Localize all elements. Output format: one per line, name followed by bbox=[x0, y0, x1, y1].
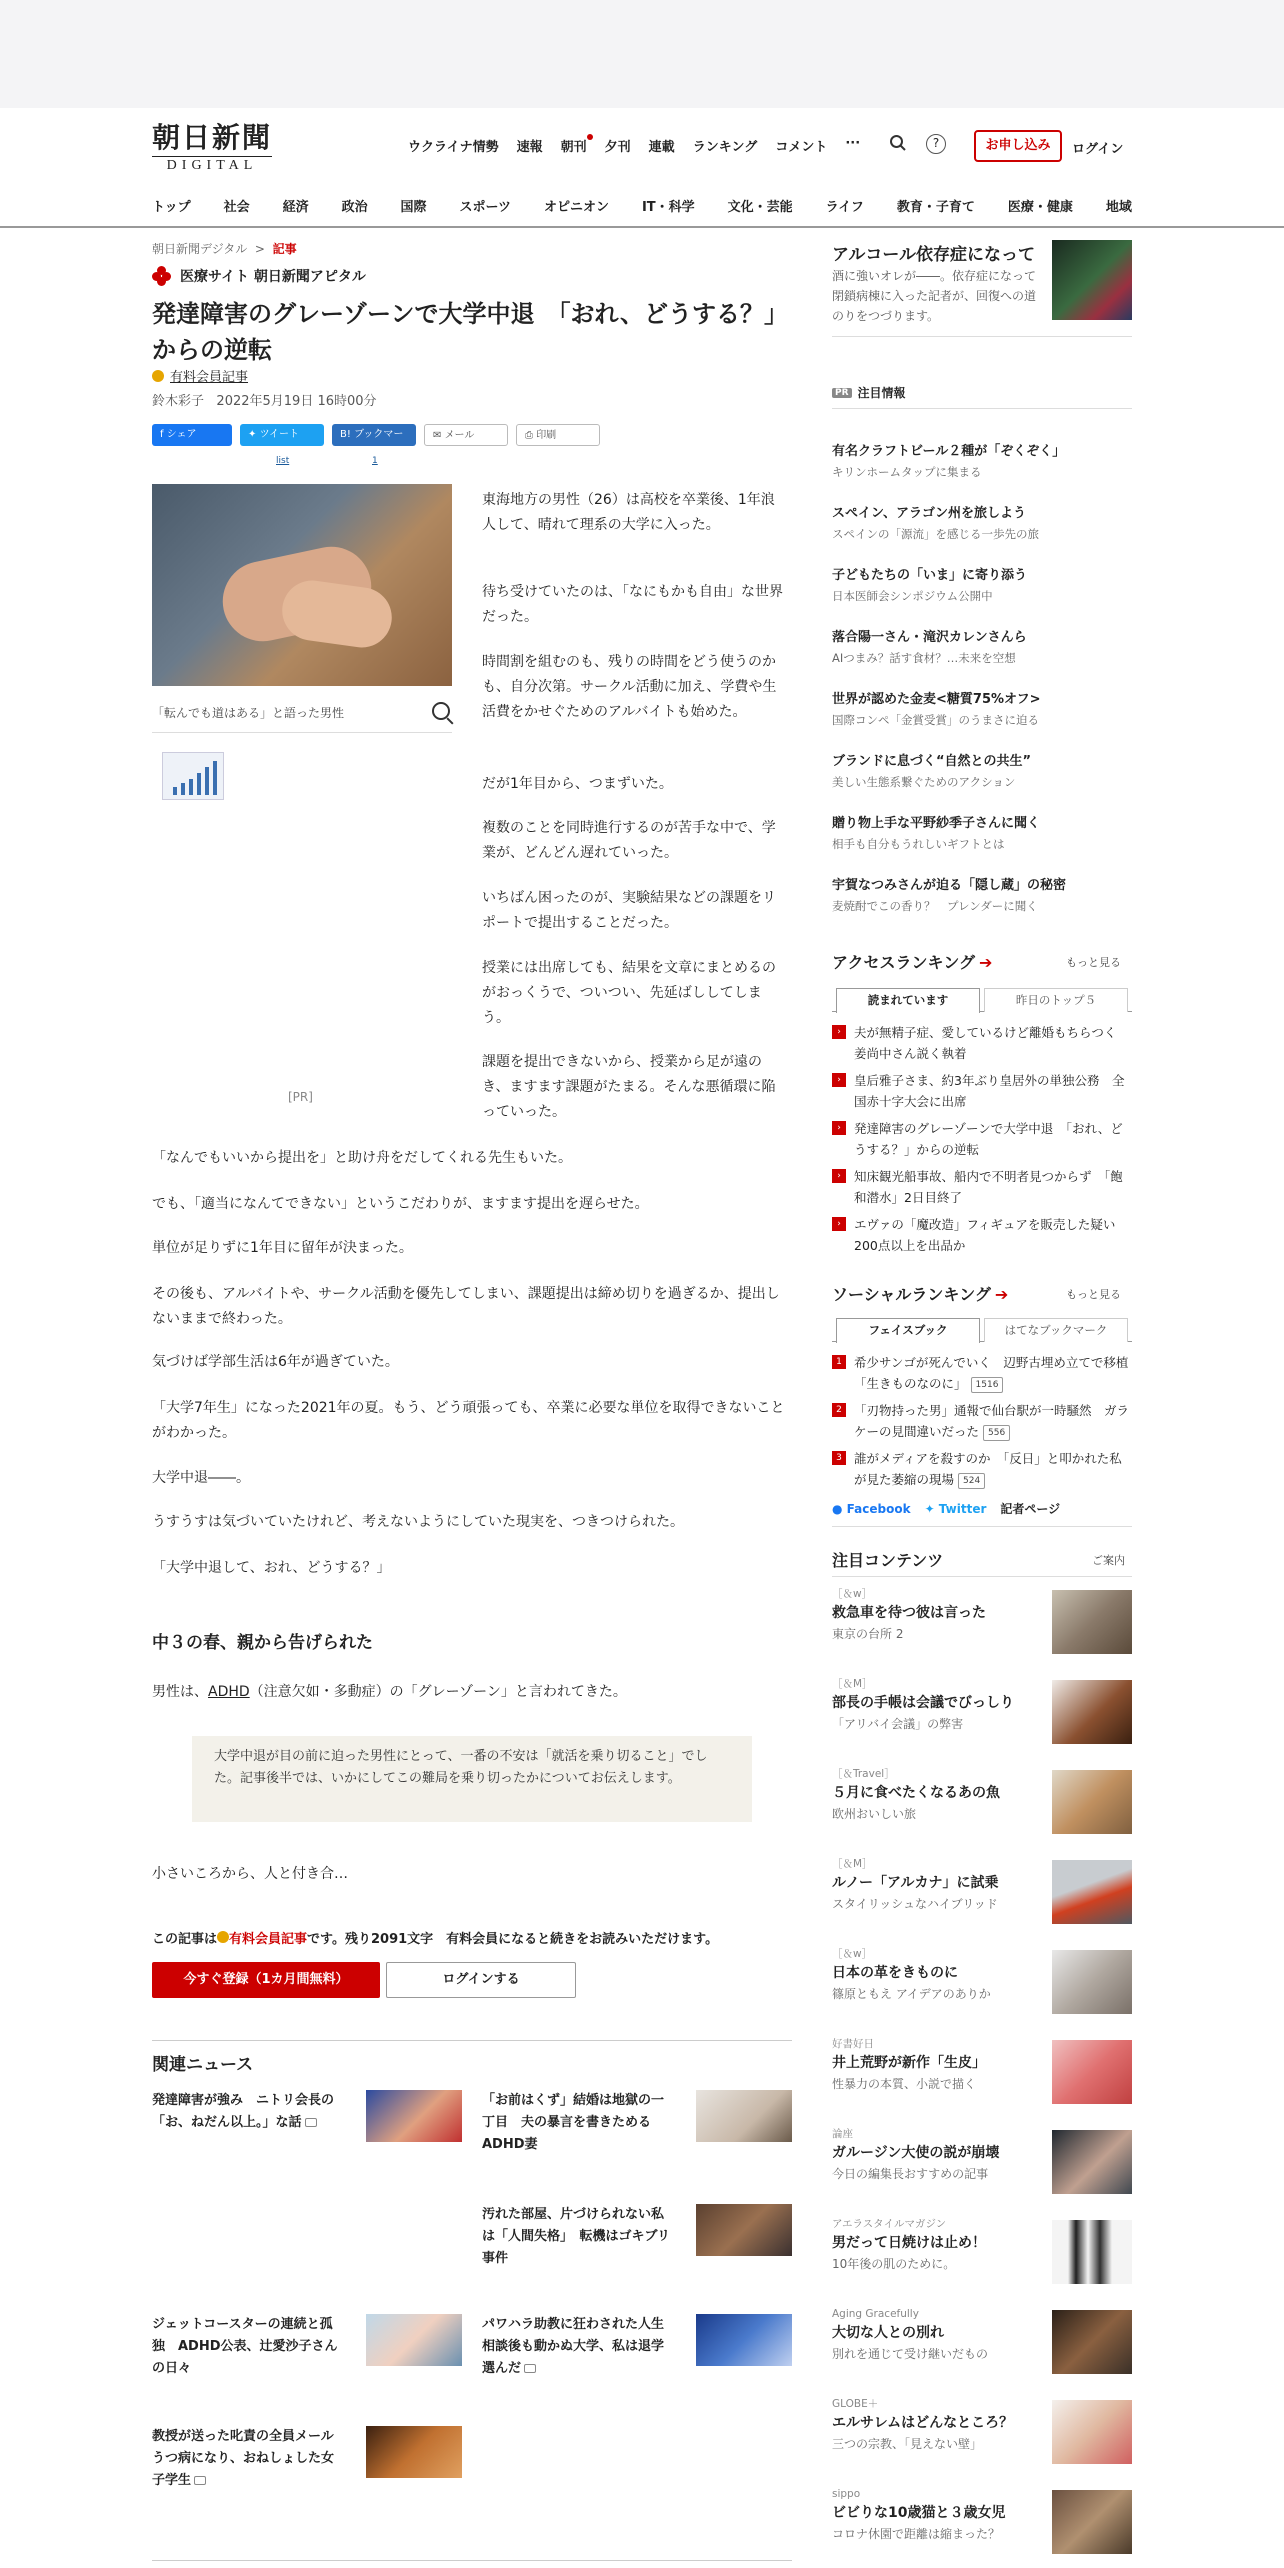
related-thumbnail[interactable] bbox=[696, 2314, 792, 2366]
social-ranking-title[interactable]: ソーシャルランキング ➔ bbox=[832, 1285, 1009, 1304]
teaser-paragraph: 小さいころから、人と付き合… bbox=[152, 1866, 348, 1882]
logo-jp: 朝日新聞 bbox=[152, 121, 273, 154]
related-thumbnail[interactable] bbox=[696, 2204, 792, 2256]
pr-tag: PR bbox=[832, 388, 852, 398]
paragraph: 「大学中退して、おれ、どうする？」 bbox=[152, 1560, 391, 1576]
breadcrumb-current[interactable]: 記事 bbox=[272, 242, 297, 256]
paragraph: 大学中退――。 bbox=[152, 1470, 250, 1486]
tweet-count[interactable]: list bbox=[276, 456, 290, 466]
bookmark-count[interactable]: 1 bbox=[372, 456, 378, 466]
divider bbox=[832, 1526, 1132, 1527]
paragraph: 時間割を組むのも、残りの時間をどう使うのかも、自分次第。サークル活動に加え、学費や生活費をかせぐためのアルバイトも始めた。 bbox=[482, 654, 777, 720]
breadcrumb bbox=[152, 240, 297, 257]
featured-thumbnail bbox=[1052, 1950, 1132, 2014]
member-badge bbox=[152, 366, 248, 385]
tweet-button[interactable]: ✦ ツイート list bbox=[240, 424, 324, 446]
paragraph: だが1年目から、つまずいた。 bbox=[482, 776, 673, 792]
mail-button[interactable]: ✉ メール bbox=[424, 424, 508, 446]
paragraph: 複数のことを同時進行するのが苦手な中で、学業が、どんどん遅れていった。 bbox=[482, 820, 776, 861]
paragraph: その後も、アルバイトや、サークル活動を優先してしまい、課題提出は締め切りを過ぎるか、提出しないままで終わった。 bbox=[152, 1286, 780, 1327]
paragraph: 「なんでもいいから提出を」と助け舟をだしてくれる先生もいた。 bbox=[152, 1150, 572, 1166]
main-nav-item[interactable]: 社会 bbox=[223, 200, 250, 215]
related-thumbnail[interactable] bbox=[366, 2090, 462, 2142]
top-nav bbox=[408, 136, 860, 155]
twitter-link[interactable]: ✦ Twitter bbox=[924, 1501, 987, 1516]
help-icon[interactable]: ? bbox=[926, 134, 946, 154]
main-nav-item[interactable]: 教育・子育て bbox=[896, 200, 975, 215]
featured-thumbnail bbox=[1052, 2490, 1132, 2554]
main-nav-item[interactable]: スポーツ bbox=[459, 200, 512, 215]
featured-thumbnail bbox=[1052, 2400, 1132, 2464]
register-button[interactable]: 今すぐ登録（1カ月間無料） bbox=[152, 1962, 380, 1998]
featured-item[interactable]: 好書好日 井上荒野が新作「生皮」 性暴力の本質、小説で描く bbox=[832, 2036, 1132, 2094]
paragraph: 授業には出席しても、結果を文章にまとめるのがおっくうで、ついつい、先延ばししてしまう。 bbox=[482, 960, 776, 1026]
publish-date: 2022年5月19日 16時00分 bbox=[216, 394, 377, 409]
reporters-link[interactable]: 記者ページ bbox=[1000, 1502, 1061, 1516]
related-thumbnail[interactable] bbox=[366, 2314, 462, 2366]
divider bbox=[152, 732, 452, 733]
share-count: 1516 bbox=[971, 1377, 1004, 1393]
paragraph: 単位が足りずに1年目に留年が決まった。 bbox=[152, 1240, 413, 1256]
featured-thumbnail bbox=[1052, 2040, 1132, 2104]
photo-caption: 「転んでも道はある」と語った男性 bbox=[152, 706, 345, 720]
nav-evening[interactable]: 夕刊 bbox=[604, 140, 631, 155]
photo-thumbnail[interactable] bbox=[162, 752, 224, 800]
pr-heading-label: 注目情報 bbox=[857, 386, 906, 400]
featured-thumbnail bbox=[1052, 2130, 1132, 2194]
pr-item[interactable]: 贈り物上手な平野紗季子さんに聞く 相手も自分もうれしいギフトとは bbox=[832, 816, 1041, 851]
apital-logo-icon bbox=[152, 266, 172, 286]
zoom-icon[interactable] bbox=[432, 702, 450, 720]
social-ranking-more[interactable]: もっと見る bbox=[1066, 1288, 1121, 1301]
featured-thumbnail bbox=[1052, 2220, 1132, 2284]
login-button[interactable]: ログインする bbox=[386, 1962, 576, 1998]
member-label[interactable]: 有料会員記事 bbox=[170, 370, 249, 385]
lock-icon bbox=[217, 1931, 229, 1943]
main-nav-item[interactable]: ライフ bbox=[825, 200, 864, 215]
nav-breaking[interactable]: 速報 bbox=[516, 140, 543, 155]
related-thumbnail[interactable] bbox=[366, 2426, 462, 2478]
featured-thumbnail bbox=[1052, 1680, 1132, 1744]
divider bbox=[832, 1576, 1132, 1577]
nav-ukraine[interactable]: ウクライナ情勢 bbox=[408, 140, 499, 155]
share-bar bbox=[152, 424, 600, 466]
main-nav-item[interactable]: 国際 bbox=[400, 200, 427, 215]
tab-yesterday-top5[interactable]: 昨日のトップ５ bbox=[984, 988, 1128, 1012]
access-ranking-title[interactable]: アクセスランキング ➔ bbox=[832, 953, 993, 972]
more-menu-icon[interactable]: ··· bbox=[845, 136, 861, 151]
chevron-right-icon: > bbox=[251, 242, 269, 256]
comment-icon bbox=[524, 2364, 536, 2373]
featured-thumbnail bbox=[1052, 2310, 1132, 2374]
main-nav-item[interactable]: 地域 bbox=[1105, 200, 1132, 215]
access-ranking-more[interactable]: もっと見る bbox=[1066, 956, 1121, 969]
social-ranking-tabs bbox=[832, 1318, 1132, 1342]
search-icon[interactable] bbox=[888, 134, 908, 154]
pr-item[interactable]: 有名クラフトビール２種が「ぞくぞく」 キリンホームタップに集まる bbox=[832, 444, 1066, 479]
paragraph: うすうすは気づいていたけれど、考えないようにしていた現実を、つきつけられた。 bbox=[152, 1514, 684, 1530]
featured-thumbnail bbox=[1052, 1770, 1132, 1834]
share-count: 556 bbox=[983, 1425, 1010, 1441]
paragraph: 東海地方の男性（26）は高校を卒業後、1年浪人して、晴れて理系の大学に入った。 bbox=[482, 492, 775, 533]
article-photo[interactable] bbox=[152, 484, 452, 686]
paragraph: 男性は、ADHD（注意欠如・多動症）の「グレーゾーン」と言われてきた。 bbox=[152, 1684, 627, 1700]
comment-icon bbox=[305, 2118, 317, 2127]
site-logo[interactable] bbox=[152, 122, 282, 174]
main-nav-item[interactable]: オピニオン bbox=[543, 200, 609, 215]
main-nav bbox=[152, 196, 1132, 215]
lock-icon bbox=[152, 370, 164, 382]
arrow-right-icon: ➔ bbox=[979, 953, 993, 972]
paragraph: いちばん困ったのが、実験結果などの課題をリポートで提出することだった。 bbox=[482, 890, 776, 931]
sidebar-top-story-image[interactable] bbox=[1052, 240, 1132, 320]
featured-item[interactable]: ［＆w］ 日本の革をきものに 篠原ともえ アイデアのありか bbox=[832, 1946, 1132, 2004]
featured-thumbnail bbox=[1052, 1590, 1132, 1654]
social-links bbox=[832, 1500, 1060, 1517]
editor-note: 大学中退が目の前に迫った男性にとって、一番の不安は「就活を乗り切ること」でした。記事後半では、いかにしてこの難局を乗り切ったかについてお伝えします。 bbox=[192, 1736, 752, 1822]
paragraph: 「大学7年生」になった2021年の夏。もう、どう頑張っても、卒業に必要な単位を取得できないことがわかった。 bbox=[152, 1400, 785, 1441]
sponsor-logo[interactable] bbox=[152, 266, 366, 286]
divider bbox=[832, 336, 1132, 337]
sponsor-label: 医療サイト 朝日新聞アピタル bbox=[180, 269, 366, 285]
tab-hatena[interactable]: はてなブックマーク bbox=[984, 1318, 1128, 1342]
paragraph: 課題を提出できないから、授業から足が遠のき、ますます課題がたまる。そんな悪循環に陥っていった。 bbox=[482, 1054, 776, 1120]
comment-icon bbox=[194, 2476, 206, 2485]
subheading: 中３の春、親から告げられた bbox=[152, 1633, 373, 1653]
access-ranking-tabs bbox=[832, 988, 1132, 1012]
facebook-share-button[interactable]: f シェア bbox=[152, 424, 232, 446]
main-nav-item[interactable]: トップ bbox=[152, 200, 191, 215]
sidebar-top-story-desc: 酒に強いオレが――。依存症になって閉鎖病棟に入った記者が、回復への道のりをつづります。 bbox=[832, 269, 1037, 323]
header-icons bbox=[888, 134, 946, 154]
pr-item[interactable]: 子どもたちの「いま」に寄り添う 日本医師会シンポジウム公開中 bbox=[832, 568, 1028, 603]
related-news-title: 関連ニュース bbox=[152, 2055, 254, 2075]
adhd-link[interactable]: ADHD bbox=[208, 1684, 250, 1700]
pr-item[interactable]: 宇賀なつみさんが迫る「隠し蔵」の秘密 麦焼酎でこの香り？ プレンダーに聞く bbox=[832, 878, 1067, 913]
tab-most-read[interactable]: 読まれています bbox=[836, 988, 980, 1013]
site-header bbox=[0, 108, 1284, 228]
paragraph: でも、「適当になんてできない」というこだわりが、ますます提出を遅らせた。 bbox=[152, 1196, 649, 1212]
featured-item[interactable]: 論座 ガルージン大使の説が崩壊 今日の編集長おすすめの記事 bbox=[832, 2126, 1132, 2184]
featured-item[interactable]: Aging Gracefully 大切な人との別れ 別れを通じて受け継いだもの bbox=[832, 2306, 1132, 2364]
main-nav-item[interactable]: 文化・芸能 bbox=[727, 200, 793, 215]
facebook-link[interactable]: ● Facebook bbox=[832, 1501, 911, 1516]
paragraph: 待ち受けていたのは、「なにもかも自由」な世界だった。 bbox=[482, 584, 783, 625]
divider bbox=[832, 408, 1132, 409]
main-nav-item[interactable]: 医療・健康 bbox=[1007, 200, 1073, 215]
featured-item[interactable]: ［＆Travel］ ５月に食べたくなるあの魚 欧州おいしい旅 bbox=[832, 1766, 1132, 1824]
main-nav-item[interactable]: 政治 bbox=[341, 200, 368, 215]
related-thumbnail[interactable] bbox=[696, 2090, 792, 2142]
paywall-member-link[interactable]: 有料会員記事 bbox=[229, 1932, 308, 1947]
paragraph: 気づけば学部生活は6年が過ぎていた。 bbox=[152, 1354, 399, 1370]
top-ad-banner bbox=[0, 0, 1284, 108]
pr-item[interactable]: 落合陽一さん・滝沢カレンさんら AIつまみ？話す食材？…未来を空想 bbox=[832, 630, 1027, 665]
article-title: 発達障害のグレーゾーンで大学中退 「おれ、どうする？」からの逆転 bbox=[152, 300, 776, 364]
divider bbox=[152, 2560, 792, 2561]
author[interactable]: 鈴木彩子 bbox=[152, 394, 205, 409]
pr-item[interactable]: スペイン、アラゴン州を旅しよう スペインの「源流」を感じる一歩先の旅 bbox=[832, 506, 1039, 541]
nav-morning[interactable]: 朝刊 bbox=[561, 136, 587, 155]
featured-item[interactable]: アエラスタイルマガジン 男だって日焼けは止め！ 10年後の肌のために。 bbox=[832, 2216, 1132, 2274]
pr-heading bbox=[832, 384, 906, 401]
featured-item[interactable]: sippo ビビりな10歳猫と３歳女児 コロナ休園で距離は縮まった？ bbox=[832, 2486, 1132, 2544]
login-link[interactable]: ログイン bbox=[1072, 142, 1124, 157]
sidebar-top-story-title[interactable]: アルコール依存症になって bbox=[832, 245, 1035, 265]
nav-series[interactable]: 連載 bbox=[648, 140, 675, 155]
hatena-bookmark-button[interactable]: B! ブックマーク 1 bbox=[332, 424, 416, 446]
featured-title: 注目コンテンツ bbox=[832, 1551, 944, 1570]
pr-item[interactable]: ブランドに息づく“自然との共生” 美しい生態系繋ぐためのアクション bbox=[832, 754, 1032, 789]
featured-guide[interactable]: ご案内 bbox=[1092, 1554, 1125, 1567]
divider bbox=[152, 2040, 792, 2041]
main-nav-item[interactable]: 経済 bbox=[282, 200, 309, 215]
breadcrumb-home[interactable]: 朝日新聞デジタル bbox=[152, 242, 248, 256]
featured-item[interactable]: ［＆M］ ルノー「アルカナ」に試乗 スタイリッシュなハイブリッド bbox=[832, 1856, 1132, 1914]
byline bbox=[152, 390, 377, 409]
apply-button[interactable]: お申し込み bbox=[974, 130, 1062, 162]
pr-label: [PR] bbox=[288, 1090, 313, 1104]
nav-ranking[interactable]: ランキング bbox=[692, 140, 758, 155]
featured-item[interactable]: ［＆M］ 部長の手帳は会議でびっしり 「アリバイ会議」の弊害 bbox=[832, 1676, 1132, 1734]
arrow-right-icon: ➔ bbox=[994, 1285, 1009, 1304]
pr-item[interactable]: 世界が認めた金麦<糖質75%オフ> 国際コンペ「金賞受賞」のうまさに迫る bbox=[832, 692, 1041, 727]
nav-comment[interactable]: コメント bbox=[775, 140, 828, 155]
paywall-notice: この記事は 有料会員記事です。残り2091文字 有料会員になると続きをお読みいただけます。 bbox=[152, 1932, 719, 1947]
main-nav-item[interactable]: IT・科学 bbox=[641, 200, 695, 215]
tab-facebook[interactable]: フェイスブック bbox=[836, 1318, 980, 1343]
featured-thumbnail bbox=[1052, 1860, 1132, 1924]
print-button[interactable]: ⎙ 印刷 bbox=[516, 424, 600, 446]
featured-item[interactable]: GLOBE＋ エルサレムはどんなところ？ 三つの宗教、「見えない壁」 bbox=[832, 2396, 1132, 2454]
share-count: 524 bbox=[958, 1473, 985, 1489]
featured-item[interactable]: ［＆w］ 救急車を待つ彼は言った 東京の台所 2 bbox=[832, 1586, 1132, 1644]
logo-en: DIGITAL bbox=[152, 156, 272, 174]
